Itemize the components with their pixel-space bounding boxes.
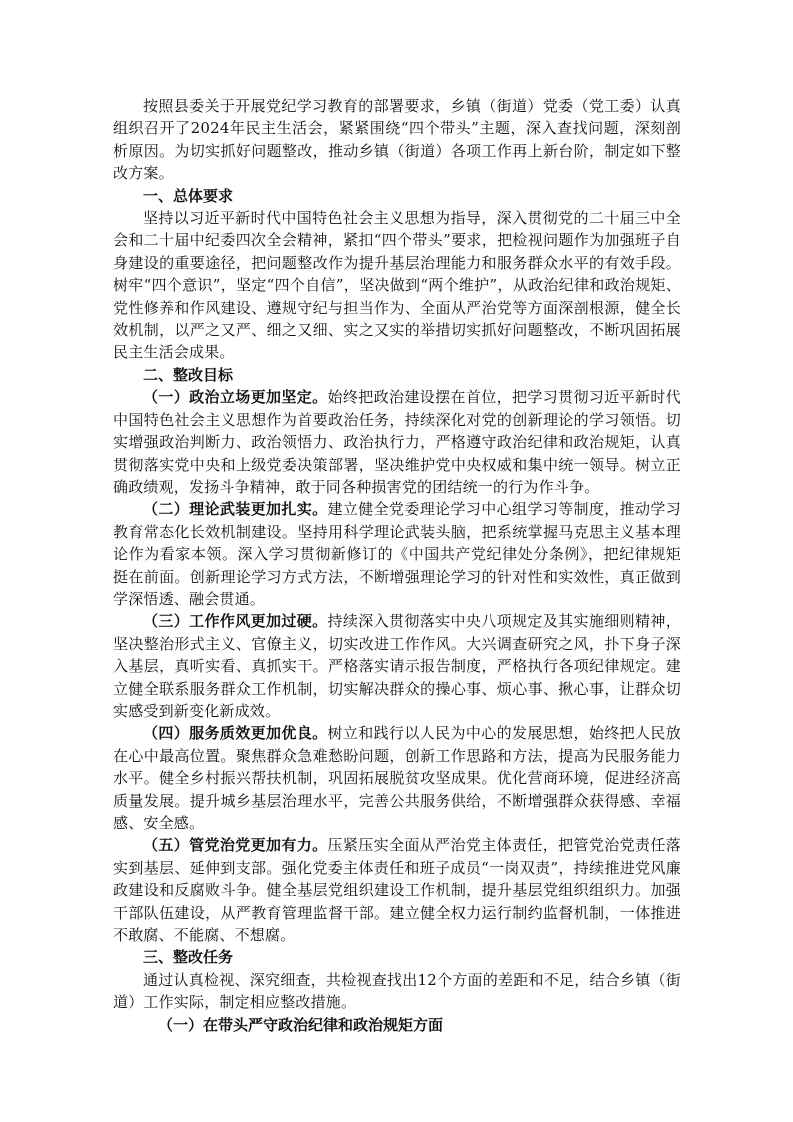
goal-item-political-stance xyxy=(113,386,681,498)
goal-item-title: （四）服务质效更加优良。 xyxy=(143,724,328,743)
section-heading-rectification-goals: 二、整改目标 xyxy=(143,365,234,384)
goal-item-body: 树立和践行以人民为中心的发展思想，始终把人民放在心中最高位置。聚焦群众急难愁盼问题，创新工作思路和方法，提高为民服务能力水平。健全乡村振兴帮扶机制，巩固拓展脱贫攻坚成果。优化营商环境，促进经济高质量发展。提升城乡基层治理水平，完善公共服务供给，不断增强群众获得感、幸福感、安全感。 xyxy=(113,724,681,832)
goal-item-title: （五）管党治党更加有力。 xyxy=(143,836,328,855)
goal-item-body: 持续深入贯彻落实中央八项规定及其实施细则精神，坚决整治形式主义、官僚主义，切实改进工作作风。大兴调查研究之风，扑下身子深入基层，真听实看、真抓实干。严格落实请示报告制度，严格执行各项纪律规定。建立健全联系服务群众工作机制，切实解决群众的操心事、烦心事、揪心事，让群众切实感受到新变化新成效。 xyxy=(113,612,681,720)
goal-item-body: 压紧压实全面从严治党主体责任，把管党治党责任落实到基层、延伸到支部。强化党委主体责任和班子成员“一岗双责”，持续推进党风廉政建设和反腐败斗争。健全基层党组织建设工作机制，提升基层党组织组织力。加强干部队伍建设，从严教育管理监督干部。建立健全权力运行制约监督机制，一体推进不敢腐、不能腐、不想腐。 xyxy=(113,836,681,945)
goal-item-body: 始终把政治建设摆在首位，把学习贯彻习近平新时代中国特色社会主义思想作为首要政治任务，持续深化对党的创新理论的学习领悟。切实增强政治判断力、政治领悟力、政治执行力，严格遵守政治纪律和政治规矩，认真贯彻落实党中央和上级党委决策部署，坚决维护党中央权威和集中统一领导。树立正确政绩观，发扬斗争精神，敢于同各种损害党的团结统一的行为作斗争。 xyxy=(113,388,681,496)
intro-paragraph: 按照县委关于开展党纪学习教育的部署要求，乡镇（街道）党委（党工委）认真组织召开了2024年民主生活会，紧紧围绕“四个带头”主题，深入查找问题，深刻剖析原因。为切实抓好问题整改，推动乡镇（街道）各项工作再上新台阶，制定如下整改方案。 xyxy=(113,97,681,183)
goal-item-title: （二）理论武装更加扎实。 xyxy=(143,500,328,519)
goal-item-work-style xyxy=(113,610,681,722)
goal-item-service-quality xyxy=(113,722,681,834)
document-page xyxy=(113,95,681,1036)
section-heading-general-requirements: 一、总体要求 xyxy=(143,186,234,205)
goal-item-body: 建立健全党委理论学习中心组学习等制度，推动学习教育常态化长效机制建设。坚持用科学理论武装头脑，把系统掌握马克思主义基本理论作为看家本领。深入学习贯彻新修订的《中国共产党纪律处分条例》，把纪律规矩挺在前面。创新理论学习方式方法，不断增强理论学习的针对性和实效性，真正做到学深悟透、融会贯通。 xyxy=(113,500,681,608)
section-heading-rectification-tasks: 三、整改任务 xyxy=(143,948,234,967)
rectification-tasks-paragraph: 通过认真检视、深究细查，共检视查找出12个方面的差距和不足，结合乡镇（街道）工作实际，制定相应整改措施。 xyxy=(113,970,681,1012)
general-requirements-paragraph: 坚持以习近平新时代中国特色社会主义思想为指导，深入贯彻党的二十届三中全会和二十届中纪委四次全会精神，紧扣“四个带头”要求，把检视问题作为加强班子自身建设的重要途径，把问题整改作为提升基层治理能力和服务群众水平的有效手段。树牢“四个意识”，坚定“四个自信”，坚决做到“两个维护”，从政治纪律和政治规矩、党性修养和作风建设、遵规守纪与担当作为、全面从严治党等方面深剖根源，健全长效机制，以严之又严、细之又细、实之又实的举措切实抓好问题整改，不断巩固拓展民主生活会成果。 xyxy=(113,209,681,362)
goal-item-title: （三）工作作风更加过硬。 xyxy=(143,612,328,631)
task-sub-heading: （一）在带头严守政治纪律和政治规矩方面 xyxy=(158,1015,444,1034)
goal-item-theory xyxy=(113,498,681,610)
goal-item-party-governance xyxy=(113,834,681,946)
goal-item-title: （一）政治立场更加坚定。 xyxy=(143,388,328,407)
